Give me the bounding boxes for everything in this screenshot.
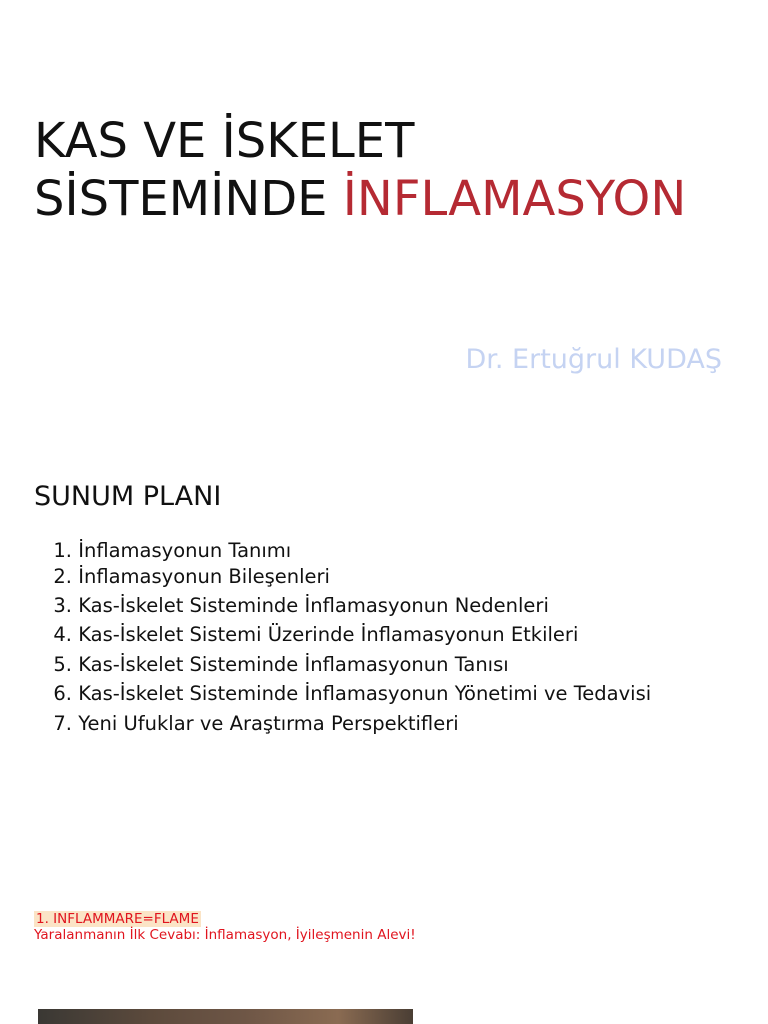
plan-item-number: 1. xyxy=(53,539,72,562)
plan-item-4 xyxy=(40,623,578,646)
plan-item-6 xyxy=(40,682,651,705)
title-line-1: KAS VE İSKELET xyxy=(34,113,415,169)
page-title xyxy=(34,112,686,228)
plan-item-text: Kas-İskelet Sistemi Üzerinde İnflamasyonun Etkileri xyxy=(78,623,579,646)
plan-item-text: Kas-İskelet Sisteminde İnflamasyonun Tanısı xyxy=(78,653,509,676)
plan-item-number: 6. xyxy=(53,682,72,705)
plan-item-number: 2. xyxy=(53,565,72,588)
plan-item-text: Yeni Ufuklar ve Araştırma Perspektifleri xyxy=(78,712,459,735)
title-line-2-plain: SİSTEMİNDE xyxy=(34,171,343,227)
plan-heading: SUNUM PLANI xyxy=(34,481,222,512)
plan-item-1 xyxy=(40,539,291,562)
flame-caption xyxy=(34,911,416,943)
plan-item-7 xyxy=(40,712,459,735)
plan-item-text: Kas-İskelet Sisteminde İnflamasyonun Yönetimi ve Tedavisi xyxy=(78,682,652,705)
title-line-2-accent: İNFLAMASYON xyxy=(342,171,687,227)
plan-item-text: Kas-İskelet Sisteminde İnflamasyonun Nedenleri xyxy=(78,594,549,617)
plan-item-2 xyxy=(40,565,330,588)
caption-heading: 1. INFLAMMARE=FLAME xyxy=(36,911,199,927)
plan-item-number: 4. xyxy=(53,623,72,646)
plan-item-number: 7. xyxy=(53,712,72,735)
author-name: Dr. Ertuğrul KUDAŞ xyxy=(465,344,722,375)
plan-item-text: İnflamasyonun Bileşenleri xyxy=(78,565,330,588)
plan-item-text: İnflamasyonun Tanımı xyxy=(78,539,292,562)
caption-subtitle: Yaralanmanın İlk Cevabı: İnflamasyon, İyileşmenin Alevi! xyxy=(34,927,416,943)
plan-item-3 xyxy=(40,594,549,617)
plan-item-5 xyxy=(40,653,509,676)
plan-item-number: 5. xyxy=(53,653,72,676)
flame-photo xyxy=(38,1009,413,1024)
plan-item-number: 3. xyxy=(53,594,72,617)
